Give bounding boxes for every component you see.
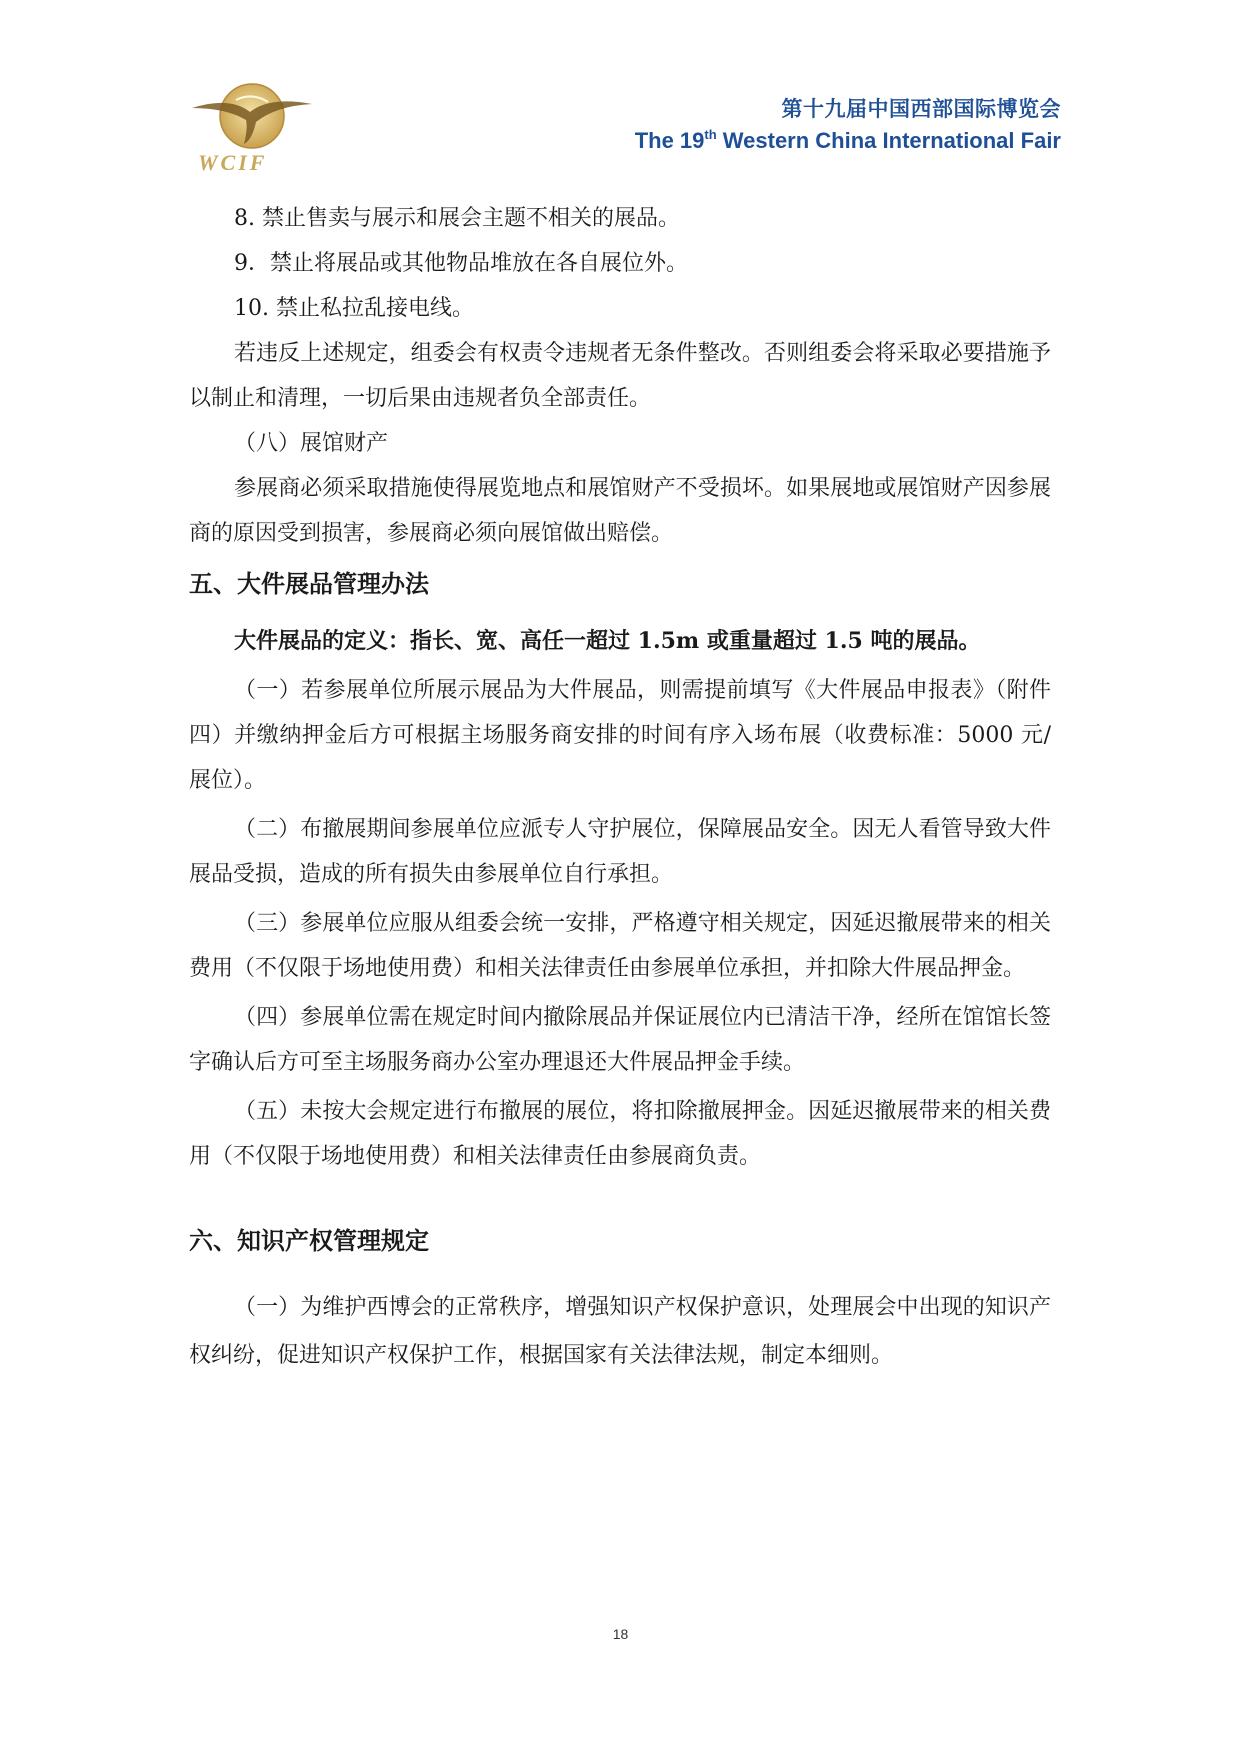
paragraph-large-exhibit-3: （三）参展单位应服从组委会统一安排，严格遵守相关规定，因延迟撤展带来的相关费用（不仅限于场地使用费）和相关法律责任由参展单位承担，并扣除大件展品押金。 <box>189 911 1051 981</box>
paragraph-rule-8: 8. 禁止售卖与展示和展会主题不相关的展品。 <box>234 206 680 231</box>
header-title-en-prefix: The 19 <box>634 128 705 153</box>
paragraph-venue-property: 参展商必须采取措施使得展览地点和展馆财产不受损坏。如果展地或展馆财产因参展商的原因受到损害，参展商必须向展馆做出赔偿。 <box>189 476 1051 546</box>
paragraph-large-exhibit-5: （五）未按大会规定进行布撤展的展位，将扣除撤展押金。因延迟撤展带来的相关费用（不仅限于场地使用费）和相关法律责任由参展商负责。 <box>189 1099 1051 1169</box>
paragraph-rule-10: 10. 禁止私拉乱接电线。 <box>234 296 474 321</box>
document-body <box>189 196 1051 1380</box>
paragraph-rule-9: 9．禁止将展品或其他物品堆放在各自展位外。 <box>234 251 688 276</box>
logo-text: WCIF <box>198 150 268 175</box>
header-title-en <box>635 128 1061 154</box>
paragraph-large-exhibit-1: （一）若参展单位所展示展品为大件展品，则需提前填写《大件展品申报表》（附件四）并缴纳押金后方可根据主场服务商安排的时间有序入场布展（收费标准：5000 元/展位）。 <box>189 678 1051 793</box>
page-number: 18 <box>612 1626 629 1642</box>
paragraph-large-exhibit-definition: 大件展品的定义：指长、宽、高任一超过 1.5m 或重量超过 1.5 吨的展品。 <box>234 628 981 654</box>
section-heading-5: 五、大件展品管理办法 <box>189 570 429 598</box>
paragraph-large-exhibit-2: （二）布撤展期间参展单位应派专人守护展位，保障展品安全。因无人看管导致大件展品受损，造成的所有损失由参展单位自行承担。 <box>189 817 1051 887</box>
paragraph-violation: 若违反上述规定，组委会有权责令违规者无条件整改。否则组委会将采取必要措施予以制止和清理，一切后果由违规者负全部责任。 <box>189 341 1051 411</box>
header-title-en-suffix: Western China International Fair <box>716 128 1061 153</box>
page-header <box>0 0 1241 190</box>
header-title-cn: 第十九届中国西部国际博览会 <box>781 97 1061 121</box>
paragraph-ip-1: （一）为维护西博会的正常秩序，增强知识产权保护意识，处理展会中出现的知识产权纠纷，促进知识产权保护工作，根据国家有关法律法规，制定本细则。 <box>189 1295 1051 1368</box>
header-title-en-sup: th <box>704 127 717 142</box>
paragraph-large-exhibit-4: （四）参展单位需在规定时间内撤除展品并保证展位内已清洁干净，经所在馆馆长签字确认后方可至主场服务商办公室办理退还大件展品押金手续。 <box>189 1005 1051 1075</box>
subheading-venue-property: （八）展馆财产 <box>234 431 389 456</box>
section-heading-6: 六、知识产权管理规定 <box>189 1227 429 1255</box>
